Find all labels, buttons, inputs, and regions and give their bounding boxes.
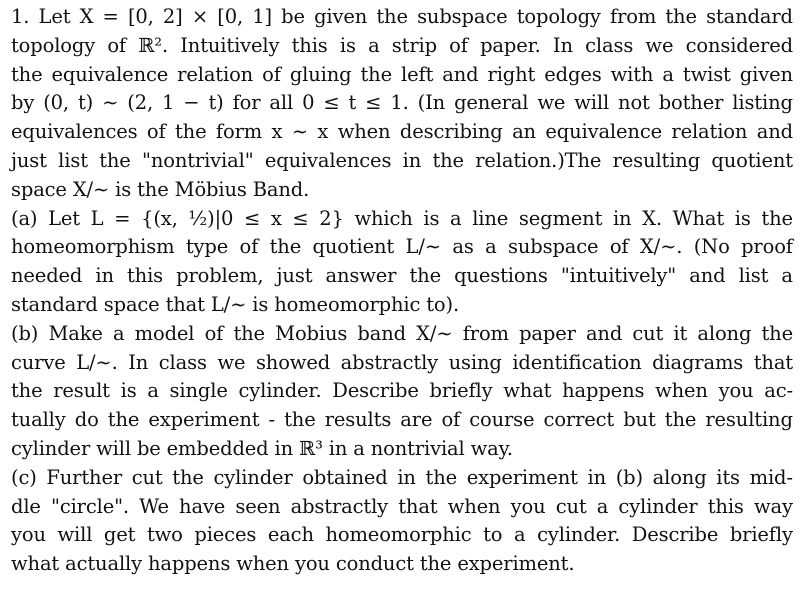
text-line: 1. Let X = [0, 2] × [0, 1] be given the subspace topology from the standard [11,5,793,28]
part-b-text-line: cylinder will be embedded in ℝ³ in a nontrivial way. [11,436,513,460]
part-a-text-line: standard space that L/∼ is homeomorphic to). [11,292,460,316]
part-b-text-line: the result is a single cylinder. Describe briefly what happens when you ac- [11,379,793,403]
text-line: by (0, t) ∼ (2, 1 − t) for all 0 ≤ t ≤ 1. (In general we will not bother listing [11,91,793,115]
text-line: equivalences of the form x ∼ x when describing an equivalence relation and [11,120,793,144]
part-b-text-line: curve L/∼. In class we showed abstractly using identification diagrams that [11,350,793,374]
part-a-text-line: needed in this problem, just answer the questions "intuitively" and list a [11,264,793,288]
part-c-text-line: you will get two pieces each homeomorphic to a cylinder. Describe briefly [11,523,793,547]
text-line: just list the "nontrivial" equivalences in the relation.)The resulting quotient [11,148,793,172]
part-c-text-line: what actually happens when you conduct the experiment. [11,552,575,576]
text-line: the equivalence relation of gluing the left and right edges with a twist given [11,62,793,86]
part-b-text-line: (b) Make a model of the Mobius band X/∼ from paper and cut it along the [11,321,793,345]
problem-text [11,3,793,579]
text-line: space X/∼ is the Möbius Band. [11,177,310,201]
text-line: topology of ℝ². Intuitively this is a strip of paper. In class we considered [11,33,793,57]
part-b-text-line: tually do the experiment - the results are of course correct but the resulting [11,408,793,432]
part-a-text-line: homeomorphism type of the quotient L/∼ as a subspace of X/∼. (No proof [11,235,793,259]
part-c-text-line: (c) Further cut the cylinder obtained in the experiment in (b) along its mid- [11,465,793,489]
part-a-text-line: (a) Let L = {(x, ½)|0 ≤ x ≤ 2} which is a line segment in X. What is the [11,206,793,230]
part-c-text-line: dle "circle". We have seen abstractly that when you cut a cylinder this way [11,494,793,518]
